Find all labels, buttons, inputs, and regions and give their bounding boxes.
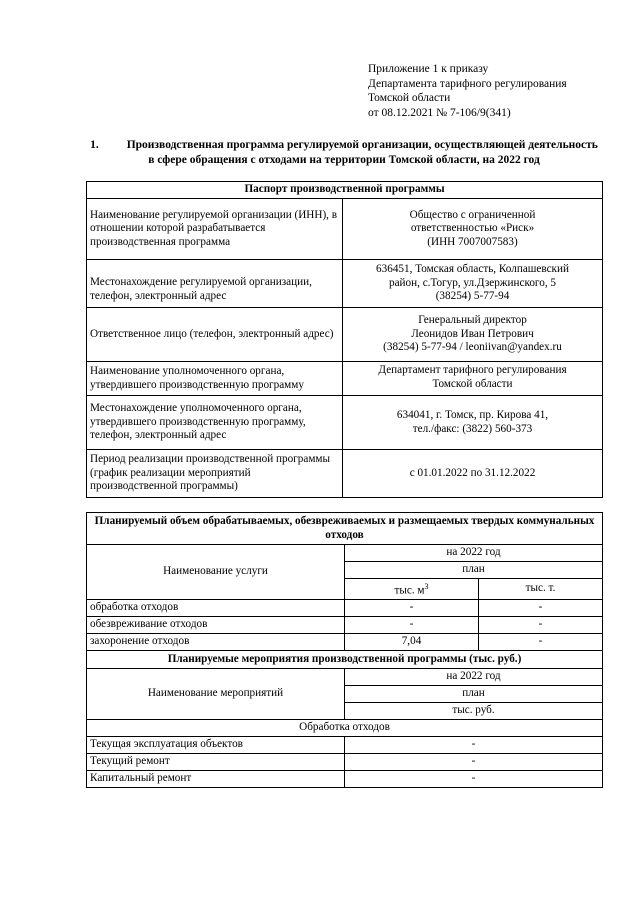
passport-row (87, 450, 603, 498)
passport-value: с 01.01.2022 по 31.12.2022 (343, 450, 603, 498)
measures-unit: тыс. руб. (345, 703, 603, 720)
volume-plan: план (345, 562, 603, 579)
table-row (87, 754, 603, 771)
service-column-header: Наименование услуги (87, 545, 345, 600)
value-m3: - (345, 617, 479, 634)
volume-header: Планируемый объем обрабатываемых, обезвреживаемых и размещаемых твердых коммунальных отходов (87, 513, 603, 545)
table-row (87, 600, 603, 617)
value-t: - (479, 600, 603, 617)
passport-label: Ответственное лицо (телефон, электронный адрес) (87, 308, 343, 362)
unit-tons: тыс. т. (479, 579, 603, 600)
appendix-line-2: Департамента тарифного регулирования (368, 77, 567, 90)
passport-value: 636451, Томская область, Колпашевский район, с.Тогур, ул.Дзержинского, 5 (38254) 5-77-94 (343, 260, 603, 308)
passport-row (87, 396, 603, 450)
measures-plan: план (345, 686, 603, 703)
title-text: Производственная программа регулируемой организации, осуществляющей деятельность в сфере обращения с отходами на территории Томской области, на 2022 год (126, 139, 598, 166)
service-name: обезвреживание отходов (87, 617, 345, 634)
value-m3: 7,04 (345, 634, 479, 651)
measures-header: Планируемые мероприятия производственной программы (тыс. руб.) (87, 651, 603, 669)
appendix-line-4: от 08.12.2021 № 7-106/9(341) (368, 106, 511, 119)
passport-label: Местонахождение уполномоченного органа, утвердившего производственную программу, телефон, электронный адрес (87, 396, 343, 450)
passport-row (87, 260, 603, 308)
unit-cubic-meters: тыс. $м^3$ (345, 579, 479, 600)
appendix-line-3: Томской области (368, 92, 451, 104)
table-row (87, 771, 603, 788)
measures-column-header: Наименование мероприятий (87, 669, 345, 720)
service-name: захоронение отходов (87, 634, 345, 651)
passport-row (87, 362, 603, 396)
measure-name: Капитальный ремонт (87, 771, 345, 788)
measure-value: - (345, 771, 603, 788)
passport-header: Паспорт производственной программы (87, 182, 603, 199)
appendix-block (368, 62, 567, 120)
measures-section: Обработка отходов (87, 720, 603, 737)
measure-value: - (345, 737, 603, 754)
passport-row (87, 199, 603, 260)
measure-name: Текущая эксплуатация объектов (87, 737, 345, 754)
table-row (87, 617, 603, 634)
volume-year: на 2022 год (345, 545, 603, 562)
passport-label: Наименование уполномоченного органа, утвердившего производственную программу (87, 362, 343, 396)
service-name: обработка отходов (87, 600, 345, 617)
passport-label: Наименование регулируемой организации (ИНН), в отношении которой разрабатывается производственная программа (87, 199, 343, 260)
appendix-line-1: Приложение 1 к приказу (368, 63, 489, 75)
passport-value: Общество с ограниченной ответственностью «Риск» (ИНН 7007007583) (343, 199, 603, 260)
table-row (87, 634, 603, 651)
table-row (87, 737, 603, 754)
passport-value: 634041, г. Томск, пр. Кирова 41, тел./факс: (3822) 560-373 (343, 396, 603, 450)
title-number: 1. (90, 139, 99, 151)
plan-table (86, 512, 603, 788)
measure-name: Текущий ремонт (87, 754, 345, 771)
passport-value: Департамент тарифного регулирования Томской области (343, 362, 603, 396)
value-m3: - (345, 600, 479, 617)
passport-table (86, 181, 603, 498)
measures-year: на 2022 год (345, 669, 603, 686)
passport-row (87, 308, 603, 362)
passport-label: Период реализации производственной программы (график реализации мероприятий производственной программы) (87, 450, 343, 498)
measure-value: - (345, 754, 603, 771)
value-t: - (479, 634, 603, 651)
document-title (86, 138, 602, 168)
value-t: - (479, 617, 603, 634)
passport-label: Местонахождение регулируемой организации, телефон, электронный адрес (87, 260, 343, 308)
passport-value: Генеральный директор Леонидов Иван Петрович (38254) 5-77-94 / leoniivan@yandex.ru (343, 308, 603, 362)
